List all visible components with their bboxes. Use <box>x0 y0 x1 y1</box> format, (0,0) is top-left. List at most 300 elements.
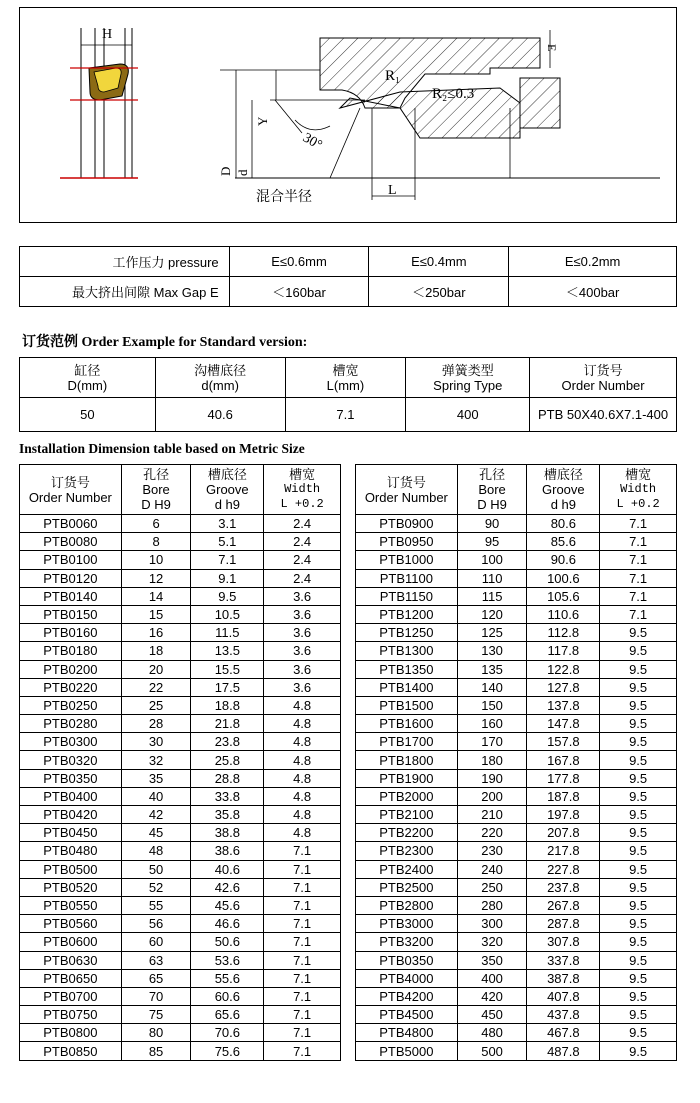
table-cell: 350 <box>457 951 527 969</box>
header-line: d h9 <box>550 497 576 512</box>
table-cell: 7.1 <box>285 398 406 432</box>
table-cell: 80.6 <box>527 515 600 533</box>
table-cell: 20 <box>121 660 191 678</box>
table-cell: 9.5 <box>600 824 677 842</box>
table-cell: PTB1700 <box>356 733 458 751</box>
table-cell: 75.6 <box>191 1042 264 1060</box>
table-cell: 7.1 <box>191 551 264 569</box>
table-cell: PTB2400 <box>356 860 458 878</box>
header-line: Order Number <box>28 489 112 505</box>
table-cell: 9.5 <box>600 915 677 933</box>
table-cell: 42 <box>121 806 191 824</box>
table-cell: 7.1 <box>600 569 677 587</box>
table-row <box>356 696 677 714</box>
table-row <box>356 533 677 551</box>
table-cell: 487.8 <box>527 1042 600 1060</box>
table-cell: 4.8 <box>264 751 341 769</box>
table-row <box>20 933 341 951</box>
table-cell: 157.8 <box>527 733 600 751</box>
table-cell: 33.8 <box>191 787 264 805</box>
table-cell: PTB2300 <box>356 842 458 860</box>
header-line: Bore <box>478 482 506 497</box>
table-cell: 167.8 <box>527 751 600 769</box>
table-cell: 85 <box>121 1042 191 1060</box>
table-cell: PTB3000 <box>356 915 458 933</box>
table-cell: 3.6 <box>264 660 341 678</box>
table-cell: PTB1300 <box>356 642 458 660</box>
table-cell: 7.1 <box>264 951 341 969</box>
table-cell: PTB4800 <box>356 1024 458 1042</box>
row-header-cell: 最大挤出间隙 Max Gap E <box>20 277 230 307</box>
table-cell: 7.1 <box>264 1024 341 1042</box>
table-cell: 9.5 <box>600 951 677 969</box>
table-cell: PTB0560 <box>20 915 122 933</box>
table-cell: 25 <box>121 696 191 714</box>
table-cell: 467.8 <box>527 1024 600 1042</box>
table-cell: 3.1 <box>191 515 264 533</box>
table-row <box>20 533 341 551</box>
table-cell: PTB0500 <box>20 860 122 878</box>
table-cell: 4.8 <box>264 769 341 787</box>
table-cell: 55.6 <box>191 969 264 987</box>
table-cell: PTB0900 <box>356 515 458 533</box>
table-cell: 13.5 <box>191 642 264 660</box>
table-cell: PTB4000 <box>356 969 458 987</box>
table-cell: 197.8 <box>527 806 600 824</box>
table-cell: 9.5 <box>600 787 677 805</box>
table-cell: PTB2800 <box>356 896 458 914</box>
table-cell: 2.4 <box>264 569 341 587</box>
table-row <box>20 787 341 805</box>
table-cell: 7.1 <box>600 551 677 569</box>
table-cell: 287.8 <box>527 915 600 933</box>
table-cell: 9.5 <box>600 933 677 951</box>
table-cell: 3.6 <box>264 624 341 642</box>
table-row <box>356 987 677 1005</box>
column-header <box>527 465 600 515</box>
table-cell: 190 <box>457 769 527 787</box>
label-angle: 30° <box>300 130 325 154</box>
table-cell: PTB0480 <box>20 842 122 860</box>
table-row <box>20 569 341 587</box>
column-header <box>457 465 527 515</box>
table-cell: 480 <box>457 1024 527 1042</box>
table-row <box>356 660 677 678</box>
table-cell: PTB5000 <box>356 1042 458 1060</box>
table-cell: 4.8 <box>264 787 341 805</box>
table-row <box>356 642 677 660</box>
table-cell: PTB1150 <box>356 587 458 605</box>
table-cell: 150 <box>457 696 527 714</box>
table-cell: 23.8 <box>191 733 264 751</box>
table-cell: 30 <box>121 733 191 751</box>
table-cell: 28 <box>121 715 191 733</box>
column-header <box>356 465 458 515</box>
table-cell: 9.5 <box>600 660 677 678</box>
table-row <box>20 715 341 733</box>
table-cell: ＜250bar <box>369 277 509 307</box>
table-cell: 400 <box>406 398 530 432</box>
header-line: 孔径 <box>143 467 170 482</box>
table-cell: 4.8 <box>264 824 341 842</box>
column-header <box>530 358 677 398</box>
table-cell: 237.8 <box>527 878 600 896</box>
table-cell: 450 <box>457 1006 527 1024</box>
header-line: L +0.2 <box>616 497 660 511</box>
table-cell: 7.1 <box>264 987 341 1005</box>
table-cell: E≤0.6mm <box>229 247 369 277</box>
table-cell: 125 <box>457 624 527 642</box>
table-cell: 7.1 <box>264 860 341 878</box>
table-row <box>20 951 341 969</box>
table-cell: 46.6 <box>191 915 264 933</box>
table-cell: 32 <box>121 751 191 769</box>
table-cell: 3.6 <box>264 587 341 605</box>
table-cell: PTB0200 <box>20 660 122 678</box>
column-header <box>191 465 264 515</box>
table-row <box>356 769 677 787</box>
table-cell: PTB4200 <box>356 987 458 1005</box>
table-cell: 2.4 <box>264 551 341 569</box>
header-line: 沟槽底径 <box>194 362 247 378</box>
header-line: 槽宽 <box>289 467 316 482</box>
table-cell: 387.8 <box>527 969 600 987</box>
header-line: 缸径 <box>74 362 101 378</box>
table-cell: 70 <box>121 987 191 1005</box>
table-row <box>20 806 341 824</box>
table-cell: 267.8 <box>527 896 600 914</box>
table-cell: PTB0800 <box>20 1024 122 1042</box>
table-cell: 207.8 <box>527 824 600 842</box>
table-cell: PTB0100 <box>20 551 122 569</box>
table-row <box>20 247 677 277</box>
table-cell: 135 <box>457 660 527 678</box>
table-cell: PTB1250 <box>356 624 458 642</box>
table-cell: PTB0850 <box>20 1042 122 1060</box>
table-cell: 307.8 <box>527 933 600 951</box>
table-cell: PTB0060 <box>20 515 122 533</box>
table-row <box>356 951 677 969</box>
table-cell: PTB0420 <box>20 806 122 824</box>
table-cell: 7.1 <box>264 1006 341 1024</box>
table-cell: 220 <box>457 824 527 842</box>
table-cell: 35 <box>121 769 191 787</box>
table-row <box>20 896 341 914</box>
table-cell: 9.5 <box>600 1042 677 1060</box>
table-cell: 7.1 <box>600 515 677 533</box>
table-cell: 7.1 <box>264 896 341 914</box>
table-cell: PTB1400 <box>356 678 458 696</box>
housing-cross-section <box>218 30 660 205</box>
table-cell: 230 <box>457 842 527 860</box>
table-cell: PTB0350 <box>20 769 122 787</box>
header-line: D H9 <box>141 497 171 512</box>
table-row <box>20 969 341 987</box>
column-header <box>406 358 530 398</box>
seal-profile <box>60 27 138 178</box>
header-line: Bore <box>142 482 170 497</box>
table-cell: 180 <box>457 751 527 769</box>
table-cell: 45.6 <box>191 896 264 914</box>
table-row <box>356 787 677 805</box>
table-row <box>20 1024 341 1042</box>
table-cell: 16 <box>121 624 191 642</box>
table-row <box>20 987 341 1005</box>
label-mixed-radius: 混合半径 <box>256 189 312 205</box>
table-cell: 22 <box>121 678 191 696</box>
table-row <box>356 715 677 733</box>
table-cell: PTB4500 <box>356 1006 458 1024</box>
table-cell: 90.6 <box>527 551 600 569</box>
table-row <box>356 860 677 878</box>
table-cell: PTB0250 <box>20 696 122 714</box>
row-header-cell: 工作压力 pressure <box>20 247 230 277</box>
table-row <box>20 551 341 569</box>
table-cell: 9.5 <box>600 769 677 787</box>
table-cell: 7.1 <box>264 933 341 951</box>
table-cell: PTB0350 <box>356 951 458 969</box>
table-row <box>356 515 677 533</box>
table-cell: 35.8 <box>191 806 264 824</box>
table-cell: 7.1 <box>600 587 677 605</box>
table-cell: 17.5 <box>191 678 264 696</box>
table-row <box>356 878 677 896</box>
table-cell: 112.8 <box>527 624 600 642</box>
table-row <box>20 678 341 696</box>
table-row <box>20 769 341 787</box>
table-cell: 140 <box>457 678 527 696</box>
table-cell: 9.5 <box>600 733 677 751</box>
table-cell: 100 <box>457 551 527 569</box>
table-cell: 100.6 <box>527 569 600 587</box>
table-row <box>356 806 677 824</box>
table-cell: PTB1500 <box>356 696 458 714</box>
table-cell: 9.5 <box>600 715 677 733</box>
table-cell: 90 <box>457 515 527 533</box>
table-row <box>356 678 677 696</box>
table-cell: PTB1900 <box>356 769 458 787</box>
table-row <box>356 969 677 987</box>
label-y: Y <box>255 116 270 126</box>
header-line: Width <box>620 482 657 496</box>
table-cell: 21.8 <box>191 715 264 733</box>
table-cell: 9.5 <box>600 860 677 878</box>
header-line: 订货号 <box>386 474 426 490</box>
table-row <box>20 915 341 933</box>
header-line: Groove <box>206 482 249 497</box>
table-cell: PTB 50X40.6X7.1-400 <box>530 398 677 432</box>
table-cell: PTB1200 <box>356 605 458 623</box>
table-cell: 50 <box>121 860 191 878</box>
order-example-title: 订货范例 Order Example for Standard version: <box>22 335 308 350</box>
label-l: L <box>388 183 397 198</box>
table-cell: 7.1 <box>264 878 341 896</box>
header-line: Width <box>284 482 321 496</box>
table-cell: 80 <box>121 1024 191 1042</box>
column-header <box>264 465 341 515</box>
table-cell: 2.4 <box>264 515 341 533</box>
table-cell: 10 <box>121 551 191 569</box>
table-cell: 75 <box>121 1006 191 1024</box>
table-cell: 7.1 <box>264 915 341 933</box>
table-cell: 500 <box>457 1042 527 1060</box>
table-cell: 130 <box>457 642 527 660</box>
table-cell: PTB0280 <box>20 715 122 733</box>
table-cell: 9.5 <box>600 642 677 660</box>
table-cell: 120 <box>457 605 527 623</box>
table-row <box>20 660 341 678</box>
table-cell: 187.8 <box>527 787 600 805</box>
header-line: 槽宽 <box>625 467 652 482</box>
table-cell: 6 <box>121 515 191 533</box>
table-cell: PTB0150 <box>20 605 122 623</box>
column-header <box>20 465 122 515</box>
column-header <box>121 465 191 515</box>
header-line: L(mm) <box>326 377 365 393</box>
table-cell: 42.6 <box>191 878 264 896</box>
table-cell: 50 <box>20 398 156 432</box>
table-cell: PTB0450 <box>20 824 122 842</box>
table-cell: 9.5 <box>600 751 677 769</box>
table-cell: 280 <box>457 896 527 914</box>
table-cell: 400 <box>457 969 527 987</box>
table-cell: 3.6 <box>264 678 341 696</box>
table-row <box>356 624 677 642</box>
column-header <box>155 358 285 398</box>
table-cell: PTB0600 <box>20 933 122 951</box>
table-cell: 177.8 <box>527 769 600 787</box>
table-cell: 18.8 <box>191 696 264 714</box>
table-row <box>20 860 341 878</box>
table-cell: ＜400bar <box>509 277 677 307</box>
table-cell: 137.8 <box>527 696 600 714</box>
table-cell: 50.6 <box>191 933 264 951</box>
table-cell: PTB0750 <box>20 1006 122 1024</box>
table-cell: 5.1 <box>191 533 264 551</box>
header-line: 订货号 <box>583 362 623 378</box>
table-cell: 320 <box>457 933 527 951</box>
table-cell: 38.6 <box>191 842 264 860</box>
label-d-bore: D <box>218 166 233 176</box>
table-row <box>356 751 677 769</box>
table-cell: 60.6 <box>191 987 264 1005</box>
table-cell: 95 <box>457 533 527 551</box>
table-cell: 70.6 <box>191 1024 264 1042</box>
table-cell: 122.8 <box>527 660 600 678</box>
table-cell: 60 <box>121 933 191 951</box>
table-row <box>356 896 677 914</box>
table-cell: PTB0120 <box>20 569 122 587</box>
table-cell: 45 <box>121 824 191 842</box>
table-cell: 407.8 <box>527 987 600 1005</box>
header-line: 订货号 <box>50 474 90 490</box>
table-cell: PTB2500 <box>356 878 458 896</box>
table-cell: PTB0520 <box>20 878 122 896</box>
table-cell: 9.5 <box>600 896 677 914</box>
header-line: d h9 <box>214 497 240 512</box>
table-cell: 117.8 <box>527 642 600 660</box>
header-line: 槽底径 <box>543 467 583 482</box>
table-cell: 9.1 <box>191 569 264 587</box>
label-r1: R₁ <box>385 68 401 84</box>
table-cell: 56 <box>121 915 191 933</box>
table-cell: E≤0.2mm <box>509 247 677 277</box>
table-row <box>20 1042 341 1060</box>
table-cell: E≤0.4mm <box>369 247 509 277</box>
table-row <box>356 569 677 587</box>
table-cell: 240 <box>457 860 527 878</box>
header-line: 孔径 <box>479 467 506 482</box>
table-cell: PTB0950 <box>356 533 458 551</box>
dimension-table-right <box>355 464 677 1061</box>
table-cell: 4.8 <box>264 733 341 751</box>
table-row <box>356 551 677 569</box>
table-cell: 7.1 <box>264 1042 341 1060</box>
table-cell: 3.6 <box>264 642 341 660</box>
table-row <box>356 933 677 951</box>
table-cell: 147.8 <box>527 715 600 733</box>
table-cell: PTB2000 <box>356 787 458 805</box>
table-cell: 38.8 <box>191 824 264 842</box>
table-row <box>20 1006 341 1024</box>
table-cell: PTB1600 <box>356 715 458 733</box>
table-cell: 115 <box>457 587 527 605</box>
table-row <box>20 824 341 842</box>
table-cell: 110.6 <box>527 605 600 623</box>
dimension-table-left <box>19 464 341 1061</box>
table-cell: PTB0550 <box>20 896 122 914</box>
table-cell: PTB0630 <box>20 951 122 969</box>
table-cell: 40 <box>121 787 191 805</box>
table-cell: 110 <box>457 569 527 587</box>
table-cell: PTB0180 <box>20 642 122 660</box>
table-cell: 8 <box>121 533 191 551</box>
table-cell: 105.6 <box>527 587 600 605</box>
header-line: Order Number <box>561 377 645 393</box>
table-row <box>20 696 341 714</box>
table-cell: 40.6 <box>191 860 264 878</box>
header-line: D H9 <box>477 497 507 512</box>
table-cell: 9.5 <box>600 806 677 824</box>
table-row <box>20 733 341 751</box>
table-cell: 9.5 <box>600 696 677 714</box>
table-cell: 337.8 <box>527 951 600 969</box>
table-cell: 40.6 <box>155 398 285 432</box>
table-cell: 9.5 <box>600 1024 677 1042</box>
table-cell: 7.1 <box>264 842 341 860</box>
column-header <box>285 358 406 398</box>
table-cell: 9.5 <box>600 969 677 987</box>
table-row <box>356 842 677 860</box>
table-cell: PTB2100 <box>356 806 458 824</box>
column-header <box>20 358 156 398</box>
table-row <box>356 1042 677 1060</box>
table-row <box>356 605 677 623</box>
table-cell: 3.6 <box>264 605 341 623</box>
table-row <box>20 751 341 769</box>
table-cell: 160 <box>457 715 527 733</box>
table-cell: PTB1100 <box>356 569 458 587</box>
header-line: 槽底径 <box>207 467 247 482</box>
header-line: Order Number <box>364 489 448 505</box>
table-cell: PTB0140 <box>20 587 122 605</box>
table-row <box>20 642 341 660</box>
table-cell: PTB1800 <box>356 751 458 769</box>
table-cell: 210 <box>457 806 527 824</box>
table-row <box>356 915 677 933</box>
table-cell: 9.5 <box>600 842 677 860</box>
table-cell: 7.1 <box>600 533 677 551</box>
